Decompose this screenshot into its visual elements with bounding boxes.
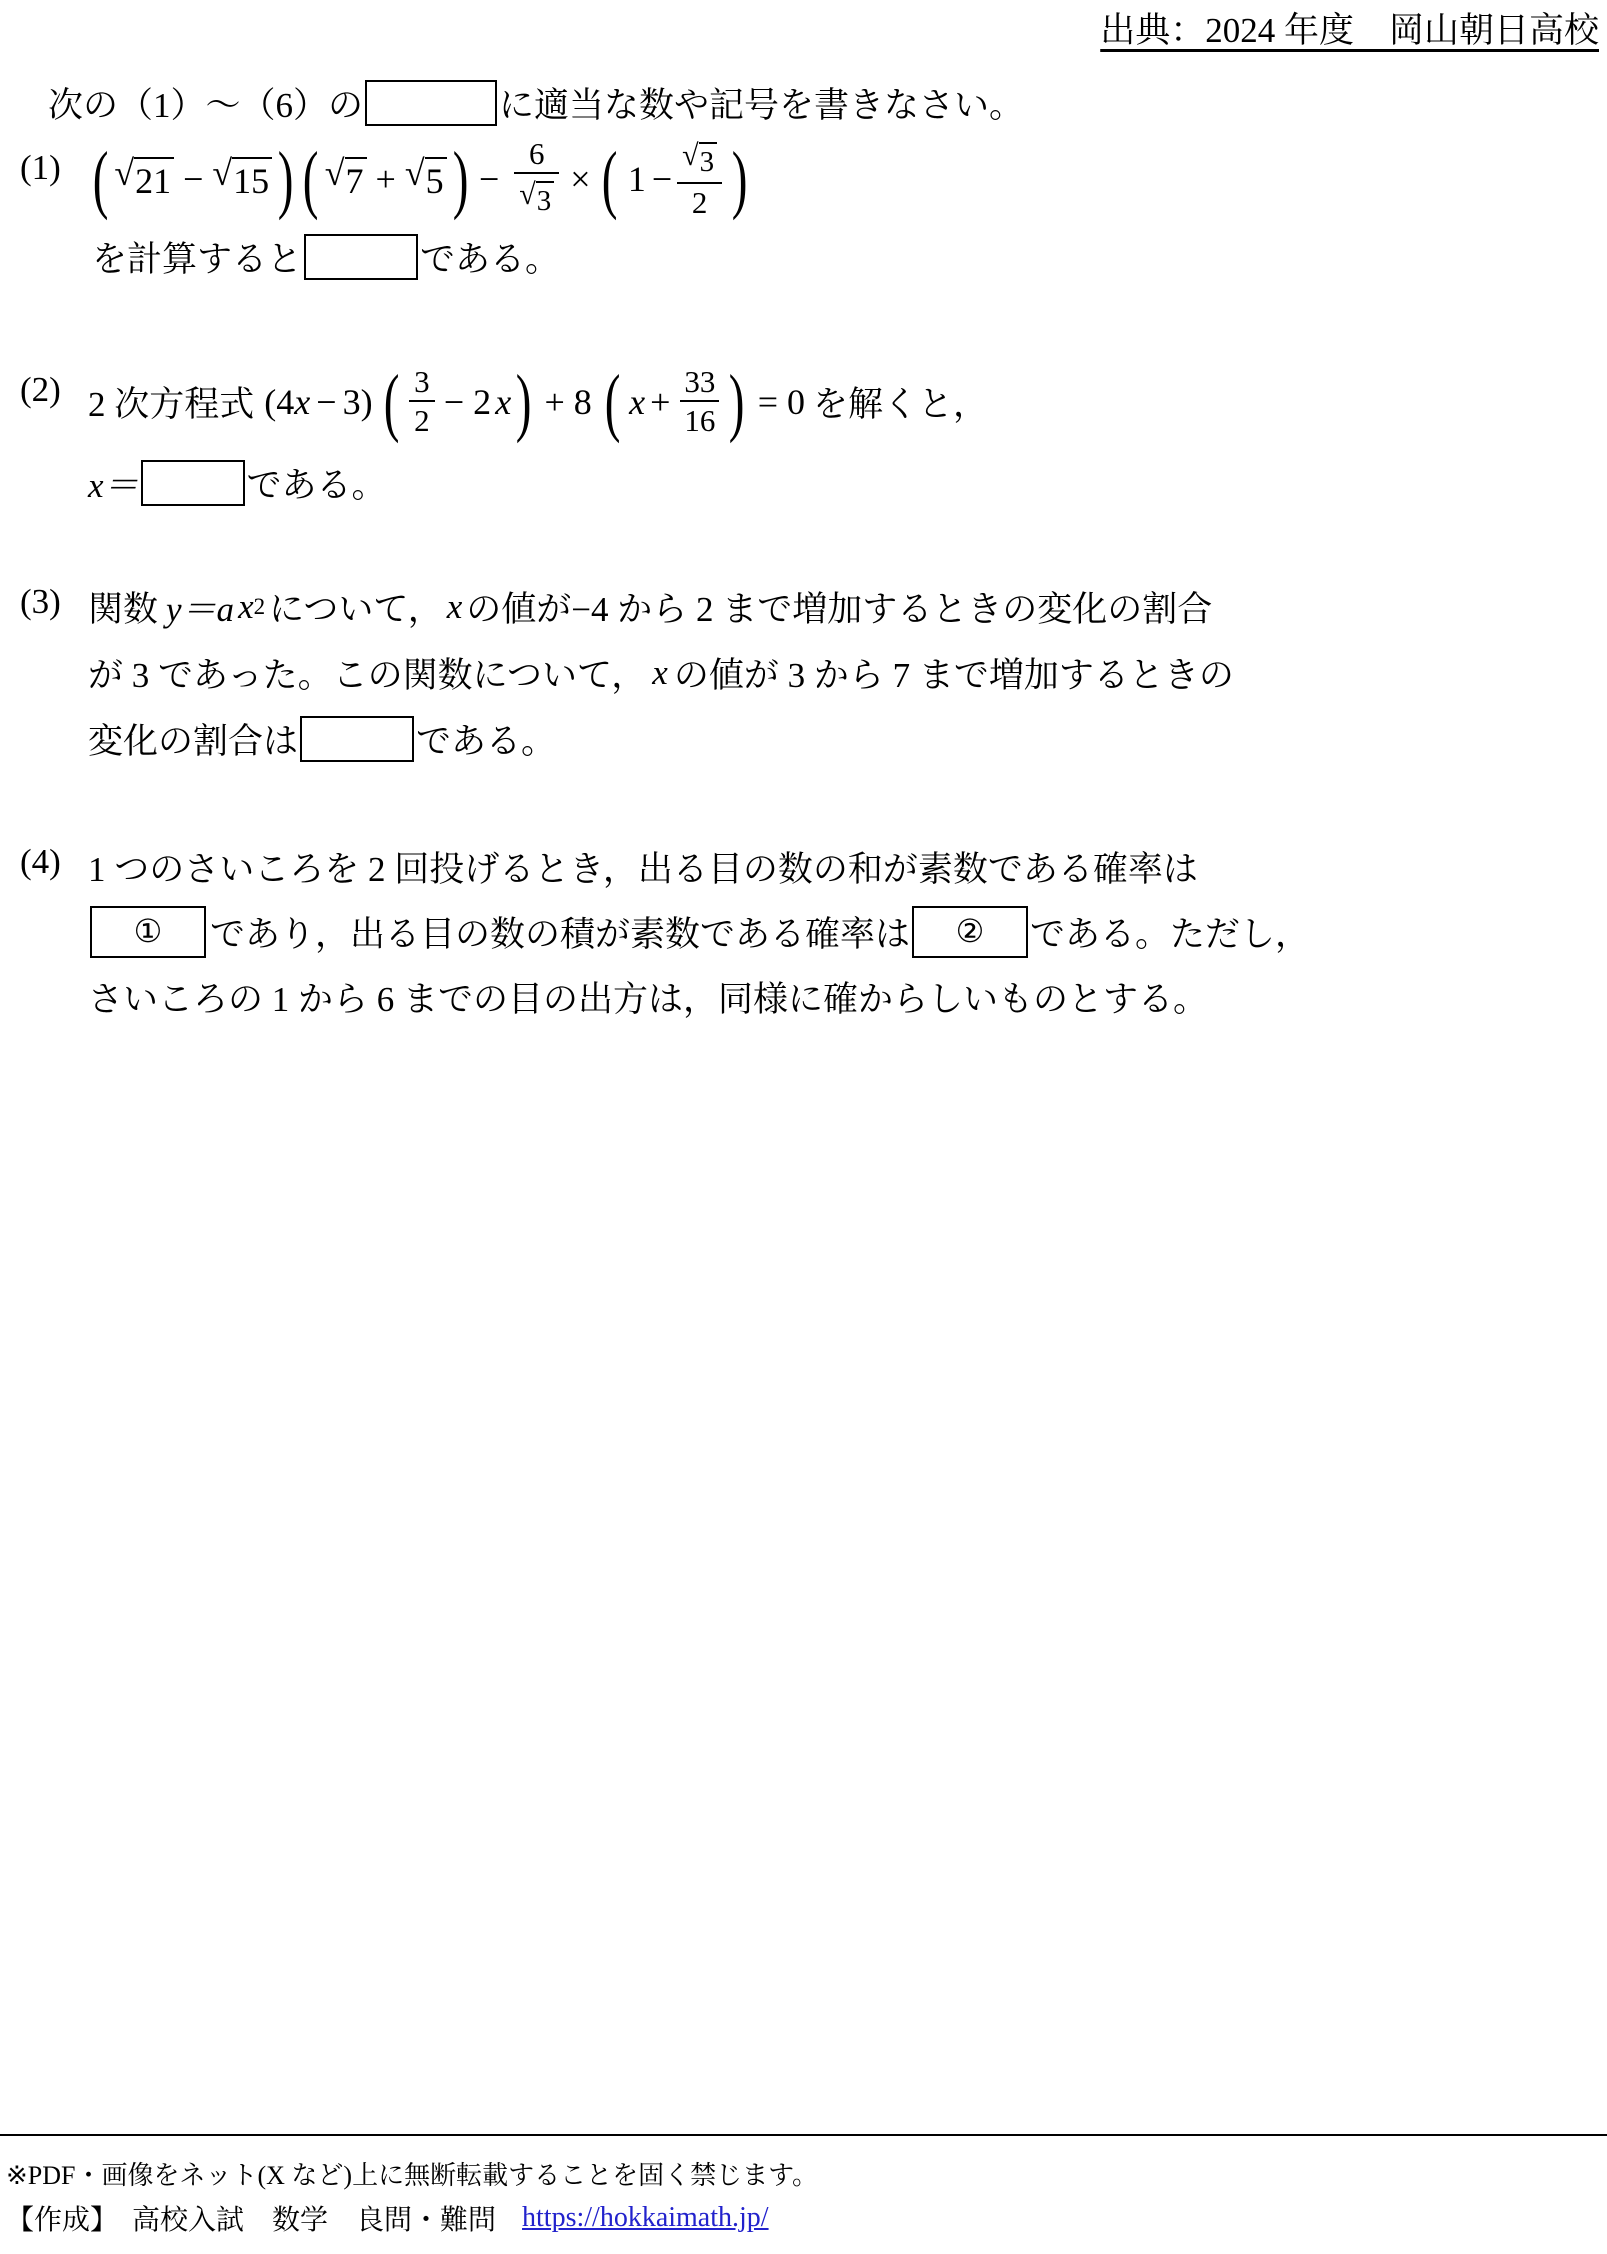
q2-text-after: を解くと， [813,385,989,425]
q2-answer-prefix: x＝ [88,466,139,505]
fraction-denominator: √ 3 [514,176,559,219]
instruction-line [48,78,1024,128]
minus-sign-2: − [478,159,500,200]
question-2-number: (2) [20,370,61,409]
instruction-text-after: に適当な数や記号を書きなさい。 [499,86,1025,125]
variable-x: x [495,382,512,423]
plus-sign: + [375,159,396,200]
footer-divider [0,2134,1607,2136]
q2-answer-suffix: である。 [246,466,387,505]
answer-box-lead[interactable] [365,80,497,126]
minus-sign: − [316,382,337,423]
sqrt-7: 7 [345,157,367,204]
question-3-line-2 [88,648,1234,698]
question-3-line-1 [88,582,1212,632]
fraction-sqrt3-over-2 [677,137,722,220]
minus-2-term: − 2 [443,382,492,423]
q1-answer-prefix: を計算すると [92,240,303,279]
q3-function: y＝a [166,590,235,629]
rparen: ) [360,382,373,423]
question-2-answer-line [88,458,387,508]
footer-notice: ※PDF・画像をネット(X など)上に無断転載することを固く禁じます。 [6,2161,818,2190]
answer-box-q4-1[interactable]: ① [90,906,206,958]
question-1-number: (1) [20,148,61,187]
minus-sign: − [183,159,204,200]
answer-box-q2[interactable] [141,460,245,506]
lparen: ( [264,382,277,423]
answer-box-q1[interactable] [304,234,418,280]
question-1-expression: ( √ 21 − √ 15 ) ( √ 7 + √ 5 ) − 6 √ 3 × ( 1 − √ 3 2 ) [92,136,748,222]
question-1-answer-line [92,232,560,282]
variable-x: x [294,382,311,423]
sqrt-21: 21 [134,157,174,204]
fraction-numerator: √ 3 [677,137,722,180]
sqrt-5: 5 [425,157,447,204]
fraction-bar [677,182,722,184]
question-3-answer-line [88,714,556,764]
fraction-6-over-sqrt3 [514,137,559,220]
plus-sign: + [650,382,671,423]
variable-x: x [629,382,646,423]
q3-text-c: の値が−4 から 2 まで増加するときの変化の割合 [466,590,1213,629]
q4-line2-after: である。ただし， [1030,915,1311,954]
answer-box-q4-2[interactable]: ② [912,906,1028,958]
q4-line1-text: 1 つのさいころを 2 回投げるとき，出る目の数の和が素数である確率は [88,850,1198,889]
footer-credit [6,2198,769,2238]
q3-line2-a: が 3 であった。この関数について， [88,656,647,695]
question-2-expression: 2 次方程式 ( 4 x − 3 ) ( $\frac{3}{2}$ − 2 x ) + 8 ( x + $\frac{33}{16}$ ) = 0 を解くと， [88,360,989,445]
q3-text-a: 関数 [88,590,159,629]
q3-variable-x-2: x [446,587,463,626]
q4-line2-mid: であり，出る目の数の積が素数である確率は [210,915,911,954]
plus-8-term: + 8 [544,382,592,423]
source-header: 出典：2024 年度 岡山朝日高校 [1100,11,1599,50]
q3-text-b: について， [269,590,443,629]
fraction-denominator: 2 [691,185,708,221]
fraction-3-over-2: $\frac{3}{2}$ [409,365,435,438]
times-sign: × [570,159,591,200]
one-term: 1 [627,159,646,200]
constant-3: 3 [342,382,361,423]
q3-line2-b: の値が 3 から 7 まで増加するときの [673,656,1234,695]
q1-answer-suffix: である。 [420,240,561,279]
fraction-33-over-16: $\frac{33}{16}$ [680,365,719,438]
instruction-text-before: 次の（1）〜（6）の [48,86,364,125]
footer-credit-tag: 【作成】 [6,2205,119,2236]
footer-credit-text: 高校入試 数学 良問・難問 [132,2205,497,2236]
question-4-number: (4) [20,842,61,881]
answer-box-q3[interactable] [300,716,414,762]
footer-url-link[interactable]: https://hokkaimath.jp/ [522,2202,769,2233]
q3-answer-suffix: である。 [416,722,557,761]
sqrt-15: 15 [232,157,272,204]
fraction-bar [514,172,559,174]
equals-zero: = 0 [757,382,806,423]
coefficient-4: 4 [276,382,295,423]
fraction-numerator: 6 [528,136,545,171]
question-3-number: (3) [20,582,61,621]
q3-variable-x-3: x [652,653,668,692]
q2-text-before: 2 次方程式 [88,385,255,425]
question-4-line-3 [88,972,1208,1022]
q4-line3-text: さいころの 1 から 6 までの目の出方は，同様に確からしいものとする。 [88,980,1209,1019]
q3-answer-prefix: 変化の割合は [88,722,299,761]
q3-exponent: 2 [253,594,266,619]
q3-variable-x: x [238,587,254,626]
question-4-line-1 [88,842,1198,892]
question-4-line-2 [88,906,1310,958]
minus-sign-3: − [651,159,673,200]
